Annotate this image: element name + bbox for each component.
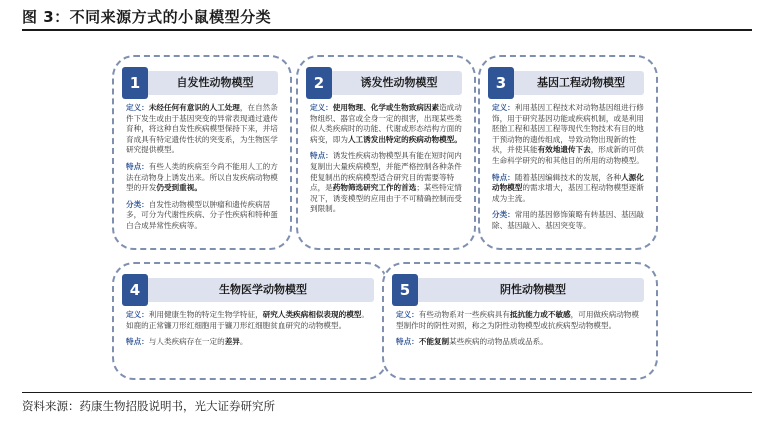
- body-text: 的需求增大，基因工程动物模型逐渐成为主流。: [492, 183, 644, 203]
- paragraph-label: 特点：: [126, 161, 149, 171]
- card-header: [396, 278, 644, 302]
- paragraph-label: 特点：: [396, 337, 419, 347]
- card-header: [126, 278, 374, 302]
- body-text: ，形成新的可供生命科学研究的和其他目的所用的动物模型。: [492, 145, 644, 165]
- card-paragraph: [126, 103, 278, 156]
- highlight-text: 差异: [224, 337, 240, 347]
- title-rule: [22, 29, 752, 31]
- highlight-text: 有效地遗传下去: [537, 145, 591, 155]
- highlight-text: 仍受到重视。: [156, 183, 202, 193]
- body-text: ；某些特定情况下，诱变模型的应用由于不可精确控制而受到限制。: [310, 183, 462, 214]
- body-text: 有些人类的疾病至今尚不能用人工的方法在动物身上诱发出来。所以自发疾病动物模型的开发: [126, 161, 278, 193]
- body-text: 造成动物组织、器官或全身一定的损害，出现某些类似人类疾病时的功能、代谢或形态结构方面的病变，即为: [310, 103, 462, 144]
- card-paragraph: [126, 200, 278, 232]
- card-title: 生物医学动物模型: [219, 283, 307, 296]
- paragraph-label: 定义：: [126, 103, 149, 112]
- highlight-text: 研究人类疾病相似表现的模型: [262, 310, 362, 319]
- body-text: 诱发性疾病动物模型具有能在短时间内复制出大量疾病模型，并能严格控制各种条件使复制出的疾病模型适合研究目的需要等特点，是: [310, 151, 462, 193]
- card-paragraph: [310, 103, 462, 145]
- card-paragraph: [126, 337, 374, 348]
- card-title: 基因工程动物模型: [537, 76, 625, 89]
- card-body: [396, 310, 644, 354]
- card-body: [310, 103, 462, 221]
- card-title: 自发性动物模型: [176, 76, 254, 89]
- body-text: 。如鹿的正常镰刀形红细胞用于镰刀形红细胞贫血研究的动物模型。: [126, 310, 369, 330]
- card-biomedical: [112, 262, 388, 380]
- body-text: 某些疾病的动物品质或品系。: [449, 337, 548, 347]
- bottom-rule: [22, 392, 752, 393]
- card-title: 阴性动物模型: [500, 283, 566, 296]
- card-induced: [296, 55, 476, 250]
- source-note: 资料来源：药康生物招股说明书，光大证券研究所: [22, 399, 275, 413]
- body-text: 自发性动物模型以肿瘤和遗传疾病居多，可分为代谢性疾病、分子性疾病和特种蛋白合成异常性疾病等。: [126, 199, 278, 230]
- paragraph-label: 定义：: [492, 103, 515, 112]
- card-header: [492, 71, 644, 95]
- card-number: 2: [306, 67, 332, 99]
- card-number: 3: [488, 67, 514, 99]
- card-number: 1: [122, 67, 148, 99]
- paragraph-label: 特点：: [492, 172, 515, 182]
- card-body: [492, 103, 644, 238]
- paragraph-label: 定义：: [310, 103, 333, 112]
- card-number: 4: [122, 274, 148, 306]
- card-paragraph: [396, 310, 644, 331]
- paragraph-label: 定义：: [126, 310, 149, 319]
- card-body: [126, 310, 374, 354]
- paragraph-label: 特点：: [310, 151, 333, 161]
- card-paragraph: [126, 162, 278, 194]
- card-paragraph: [492, 173, 644, 205]
- highlight-text: 未经任何有意识的人工处理: [148, 103, 240, 112]
- card-paragraph: [396, 337, 644, 348]
- paragraph-label: 分类：: [492, 210, 515, 220]
- body-text: 有些动物系对一些疾病具有: [418, 310, 510, 319]
- card-spontaneous: [112, 55, 292, 250]
- figure-title: 图 3：不同来源方式的小鼠模型分类: [22, 8, 272, 26]
- card-header: [126, 71, 278, 95]
- highlight-text: 人工诱发出特定的疾病动物模型。: [347, 134, 462, 144]
- paragraph-label: 特点：: [126, 337, 149, 347]
- body-text: 常用的基因修饰策略有转基因、基因敲除、基因敲入、基因突变等。: [492, 210, 644, 230]
- card-header: [310, 71, 462, 95]
- paragraph-label: 定义：: [396, 310, 419, 319]
- body-text: 利用基因工程技术对动物基因组进行修饰，用于研究基因功能或疾病机制，或是利用胚胎工程和基因工程等现代生物技术有目的地干预动物的遗传组成，导致动物出现新的性状，并使其能: [492, 103, 644, 155]
- highlight-text: 使用物理、化学或生物致病因素: [332, 103, 440, 112]
- card-genetic-engineering: [478, 55, 658, 250]
- card-paragraph: [310, 151, 462, 215]
- highlight-text: 抵抗能力或不敏感: [509, 310, 571, 319]
- body-text: 与人类疾病存在一定的: [148, 337, 225, 347]
- card-negative: [382, 262, 658, 380]
- card-paragraph: [492, 210, 644, 231]
- card-paragraph: [492, 103, 644, 167]
- card-paragraph: [126, 310, 374, 331]
- body-text: 随着基因编辑技术的发展，各种: [514, 172, 622, 182]
- highlight-text: 不能复制: [418, 337, 450, 347]
- card-title: 诱发性动物模型: [360, 76, 438, 89]
- body-text: ，在自然条件下发生或由于基因突变的异常表现通过遗传育种，将这种自发性疾病模型保持下来，并培育成具有特定遗传性状的突变系，为生物医学研究提供模型。: [126, 103, 278, 155]
- highlight-text: 人源化动物模型: [492, 172, 644, 193]
- body-text: 利用健康生物的特定生物学特征，: [148, 310, 263, 319]
- body-text: 。: [239, 337, 248, 347]
- highlight-text: 药物筛选研究工作的首选: [332, 183, 417, 193]
- card-body: [126, 103, 278, 238]
- body-text: ，可用做疾病动物模型制作时的阴性对照，称之为阴性动物模型或抗疾病型动物模型。: [396, 310, 639, 330]
- card-number: 5: [392, 274, 418, 306]
- paragraph-label: 分类：: [126, 199, 149, 209]
